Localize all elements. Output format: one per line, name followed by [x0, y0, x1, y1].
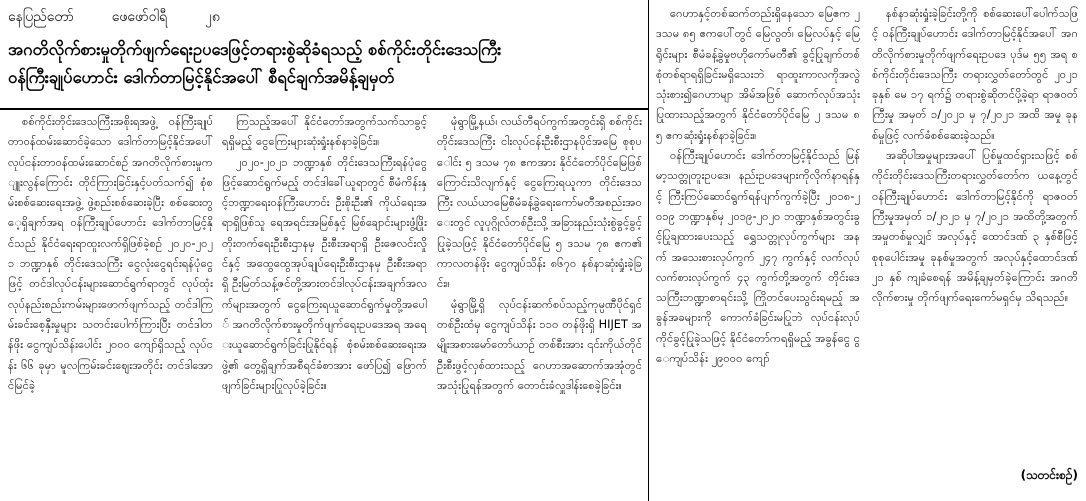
article-column-2: [222, 112, 427, 497]
paragraph: မုံရွာမြို့ရှိ လုပ်ငန်းဆက်စပ်သည့်ကုမ္ပဏီပိုင်ရှင်တစ်ဦးထံမှ ငွေကျပ်သိန်း ၁၁၀ တန်ဖိုးရှိ HIJET အမျိုးအစားမော်တော်ယာဉ် တစ်စီးအား ၎င်းကိုယ်တိုင်ဦးစီးဖွင့်လှစ်ထားသည့် ဂေဟာအဆောက်အအုံတွင် အသုံးပြုရန်အတွက် တောင်းခံလှူဒါန်းစေခဲ့ခြင်း။: [437, 297, 642, 392]
headline-line-1: အဂတိလိုက်စားမှုတိုက်ဖျက်ရေးဥပဒေဖြင့်တရားစွဲဆိုခံရသည့် စစ်ကိုင်းတိုင်းဒေသကြီး: [8, 40, 502, 59]
headline-line-2: ဝန်ကြီးချုပ်ဟောင်း ဒေါက်တာမြင့်နိုင်အပေါ် စီရင်ချက်အမိန့်ချမှတ်: [8, 68, 395, 87]
paragraph: ဝန်ကြီးချုပ်ဟောင်း ဒေါက်တာမြင့်နိုင်သည် မြန်မာ့သတ္တုတူးဥပဒေ၊ နည်းဥပဒေများကိုလိုက်နာရန်နှင့် ကြီးကြပ်ဆောင်ရွက်ရန်ပျက်ကွက်ခဲ့ပြီး ၂၀၁၈-၂၀၁၉ ဘဏ္ဍာနှစ်မှ ၂၀၁၉-၂၀၂၀ ဘဏ္ဍာနှစ်အတွင်းခွင့်ပြုချထားပေးသည့် ရွှေသတ္တုလုပ်ကွက်များ အနက် အသေးစားလုပ်ကွက် ၂၄၇ ကွက်နှင့် လက်လုပ်လက်စားလုပ်ကွက် ၄၃ ကွက်တို့အတွက် တိုင်းဒေသကြီးဘဏ္ဍာစာရင်းသို့ ကြိုတင်ပေးသွင်းရမည့် အခွန်အခများကို ကောက်ခံခြင်းမပြုဘဲ လုပ်ငန်းလုပ်ကိုင်ခွင့်ပြုခဲ့သဖြင့် နိုင်ငံတော်ကရရှိမည့် အခွန်ငွေ ငွေကျပ်သိန်း ၂၉၀၀၀ ကျော်: [656, 149, 860, 366]
paragraph: နစ်နာဆုံးရှုံးခဲ့ခြင်းတို့ကို စစ်ဆေးပေါ်ပေါက်သဖြင့် ဝန်ကြီးချုပ်ဟောင်း ဒေါက်တာမြင့်နိုင်အပေါ် အဂတိလိုက်စားမှုတိုက်ဖျက်ရေးဥပဒေ ပုဒ်မ ၅၅ အရ စစ်ကိုင်းတိုင်းဒေသကြီး တရားလွှတ်တော်တွင် ၂၀၂၁ ခုနှစ် မေ ၁၇ ရက်၌ တရားစွဲဆိုတင်ပို့ခဲ့ရာ ရာဇဝတ်ကြီးမှု အမှတ် ၁/၂၀၂၁ မှ ၇/၂၀၂၁ အထိ အမှု ခုနစ်မှုဖြင့် လက်ခံစစ်ဆေးခဲ့သည်။: [872, 7, 1078, 142]
paragraph: ၂၀၂၀-၂၀၂၁ ဘဏ္ဍာနှစ် တိုင်းဒေသကြီးရန်ပုံငွေဖြင့်ဆောင်ရွက်မည့် တင်ဒါခေါ်ယူရာတွင် စီမံကိန်းနှင့်ဘဏ္ဍာရေးဝန်ကြီးဟောင်း ဦးစိုးဦး၏ ကိုယ်ရေးအရာရှိဖြစ်သူ ရေအရင်းအမြစ်နှင့် မြစ်ချောင်းများဖွံ့ဖြိုးတိုးတက်ရေးဦးစီးဌာနမှ ဦးစီးအရာရှိ ဦးဇေလင်းလှိုင်နှင့် အထွေထွေအုပ်ချုပ်ရေးဦးစီးဌာနမှ ဦးစီးအရာရှိ ဦးမြတ်သန့်ဇင်တို့အားတင်ဒါလုပ်ငန်းအချက်အလက်များအတွက် ငွေကြေးရယူဆောင်ရွက်မှုတို့အပေါ် အဂတိလိုက်စားမှုတိုက်ဖျက်ရေးဥပဒေအရ အရေးယူဆောင်ရွက်ခြင်းပြုနိုင်ရန် စုံစမ်းစစ်ဆေးရေးအဖွဲ့၏ တွေ့ရှိချက်အစီရင်ခံစာအား ဖော်ပြ၍ ဖြောက်ဖျက်ခြင်းများပြုလုပ်ခဲ့ခြင်း။: [222, 155, 427, 392]
article-column-5: [872, 4, 1078, 464]
dateline: [0, 0, 648, 34]
article-column-1: [8, 112, 213, 497]
article-column-3: [437, 112, 642, 497]
headline-rule: [0, 108, 648, 110]
column-divider: [648, 0, 649, 501]
headline: [8, 36, 648, 92]
paragraph: ကြသည့်အပေါ် နိုင်ငံတော်အတွက်သက်သာခွင့်ရရှိမည့် ငွေကြေးများဆုံးရှုံးနစ်နာခဲ့ခြင်း။: [222, 115, 427, 149]
paragraph: မုံရွာမြို့နယ်၊ လယ်တီရပ်ကွက်အတွင်းရှိ စစ်ကိုင်းတိုင်းဒေသကြီး ငါးလုပ်ငန်းဦးစီးဌာနပိုင်အမြေ စုစုပေါင်း ၅ ဒသမ ၇၈ ဧကအား နိုင်ငံတော်ပိုင်မြေဖြစ်ကြောင်းသိလျက်နှင့် ငွေကြေးရယူကာ တိုင်းဒေသကြီး လယ်ယာမြေစီမံခန့်ခွဲရေးကော်မတီအစည်းအဝေးတွင် လူပုဂ္ဂိုလ်တစ်ဦးသို့ အခြားနည်းသုံးစွဲခွင့်ခွင့်ပြုခဲ့သဖြင့် နိုင်ငံတော်ပိုင်မြေ ၅ ဒသမ ၇၈ ဧက၏ ကာလတန်ဖိုး ငွေကျပ်သိန်း ၈၆၇၀ နစ်နာဆုံးရှုံးခဲ့ခြင်း။: [437, 115, 642, 291]
byline: (သတင်းစဉ်): [1020, 468, 1078, 482]
dateline-month: ဖေဖော်ဝါရီ: [111, 8, 167, 25]
dateline-place: နေပြည်တော်: [8, 8, 74, 25]
paragraph: စစ်ကိုင်းတိုင်းဒေသကြီးအစိုးရအဖွဲ့ ဝန်ကြီးချုပ်တာဝန်ထမ်းဆောင်ခဲ့သော ဒေါက်တာမြင့်နိုင်အပေါ် လုပ်ငန်းတာဝန်ထမ်းဆောင်စဉ် အဂတိလိုက်စားမှုကျူးလွန်ကြောင်း တိုင်ကြားခြင်းနှင့်ပတ်သက်၍ စုံစမ်းစစ်ဆေးရေးအဖွဲ့ ဖွဲ့စည်းစစ်ဆေးခဲ့ပြီး စစ်ဆေးတွေ့ရှိချက်အရ ဝန်ကြီးချုပ်ဟောင်း ဒေါက်တာမြင့်နိုင်သည် နိုင်ငံရေးရာထူးလက်ရှိဖြစ်ခဲ့စဉ် ၂၀၂၀-၂၀၂၁ ဘဏ္ဍာနှစ် တိုင်းဒေသကြီး ငွေလုံးငွေရင်းရန်ပုံငွေဖြင့် တင်ဒါလုပ်ငန်းများဆောင်ရွက်ရာတွင် လုပ်ထုံးလုပ်နည်းစည်းကမ်းများဖောက်ဖျက်သည့် တင်ဒါကြမ်းခင်းစေ့နှီးမှုများ သတင်းပေါက်ကြားပြီး တင်ဒါတန်ဖိုး ငွေကျပ်သိန်းပေါင်း ၂၀၀၀ ကျော်ရှိသည့် လုပ်ငန်း ၆၆ ခုမှာ မူလကြမ်းခင်းဈေးအတိုင်း တင်ဒါအောင်မြင်ခဲ့: [8, 115, 213, 392]
paragraph: ဂေဟာနှင့်တစ်ဆက်တည်းရှိနေသော မြေဧက ၂ ဒသမ ၈၅ ဧကပေါ်တွင် မြေလွတ်၊ မြေလပ်နှင့် မြေရိုင်းများ စီမံခန့်ခွဲမှုဗဟိုကော်မတီ၏ ခွင့်ပြုချက်တစ်စုံတစ်ရာရရှိခြင်းမရှိသေးဘဲ ရာထူးကာလကိုအလွဲသုံးစား၍ဂေဟာမျာ အိမ်အဖြစ် ဆောက်လုပ်အသုံးပြုထားသည့်အတွက် နိုင်ငံတော်ပိုင်မြေ ၂ ဒသမ ၈၅ ဧကဆုံးရှုံးနစ်နာခဲ့ခြင်း။: [656, 7, 860, 142]
dateline-day: ၂၈: [205, 8, 220, 25]
article-column-4: [656, 4, 860, 496]
paragraph: အဆိုပါအမှုများအပေါ် ပြစ်မှုထင်ရှားသဖြင့် စစ်ကိုင်းတိုင်းဒေသကြီးတရားလွှတ်တော်က ယနေ့တွင် ဝန်ကြီးချုပ်ဟောင်း ဒေါက်တာမြင့်နိုင်ကို ရာဇဝတ်ကြီးမှုအမှတ် ၁/၂၀၂၁ မှ ၇/၂၀၂၁ အထိတို့အတွက် အမှုတစ်မှုလျှင် အလုပ်နှင့် ထောင်ဒဏ် ၃ နှစ်စီဖြင့် စုစုပေါင်းအမှု ခုနစ်မှုအတွက် အလုပ်နှင့်ထောင်ဒဏ် ၂၁ နှစ် ကျခံစေရန် အမိန့်ချမှတ်ခဲ့ကြောင်း အဂတိလိုက်စားမှု တိုက်ဖျက်ရေးကော်မရှင်မှ သိရသည်။: [872, 149, 1078, 305]
